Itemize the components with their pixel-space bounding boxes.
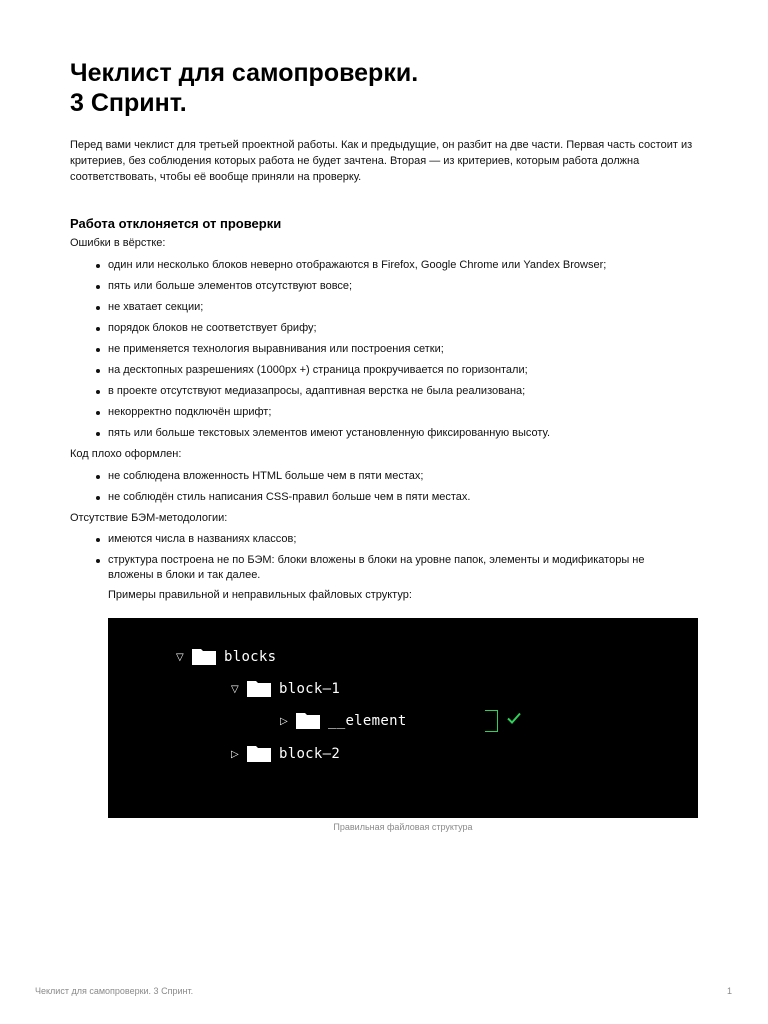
footer-doc-title: Чеклист для самопроверки. 3 Спринт. — [35, 986, 194, 996]
tree-item-label: block—2 — [279, 746, 341, 762]
expanded-triangle-icon: ▽ — [176, 651, 184, 663]
tree-row-blocks — [176, 647, 276, 667]
page-title: Чеклист для самопроверки. 3 Спринт. — [70, 59, 419, 117]
layout-errors-list — [70, 258, 690, 441]
tree-row-block-2 — [231, 744, 340, 764]
list-item: не применяется технология выравнивания или построения сетки; — [70, 342, 690, 357]
section-heading: Работа отклоняется от проверки — [70, 216, 282, 231]
list-item: не соблюдён стиль написания CSS-правил больше чем в пяти местах. — [70, 490, 690, 505]
list-item: один или несколько блоков неверно отображаются в Firefox, Google Chrome или Yandex Browser; — [70, 258, 690, 273]
list-item: на десктопных разрешениях (1000px +) страница прокручивается по горизонтали; — [70, 363, 690, 378]
list-item: не хватает секции; — [70, 300, 690, 315]
collapsed-triangle-icon: ▷ — [231, 748, 239, 760]
bem-list — [70, 532, 690, 583]
group-label-bem: Отсутствие БЭМ-методологии: — [70, 512, 228, 524]
list-item: пять или больше элементов отсутствуют вовсе; — [70, 279, 690, 294]
highlight-bracket — [485, 710, 498, 732]
list-item: структура построена не по БЭМ: блоки вложены в блоки на уровне папок, элементы и модификаторы не вложены в блоки и так далее. — [70, 553, 690, 583]
list-item: в проекте отсутствуют медиазапросы, адаптивная верстка не была реализована; — [70, 384, 690, 399]
list-item: имеются числа в названиях классов; — [70, 532, 690, 547]
list-item: порядок блоков не соответствует брифу; — [70, 321, 690, 336]
file-structure-figure — [108, 618, 698, 818]
expanded-triangle-icon: ▽ — [231, 683, 239, 695]
group-label-code-style: Код плохо оформлен: — [70, 448, 182, 460]
footer-page-number: 1 — [726, 986, 732, 996]
folder-icon — [192, 649, 216, 665]
list-item: не соблюдена вложенность HTML больше чем в пяти местах; — [70, 469, 690, 484]
code-style-list — [70, 469, 690, 505]
examples-label: Примеры правильной и неправильных файловых структур: — [108, 589, 412, 601]
intro-paragraph: Перед вами чеклист для третьей проектной работы. Как и предыдущие, он разбит на две части. Первая часть состоит из критериев, без соблюдения которых работа не будет зачтена. Вторая — из критериев, которым работа должна соответствовать, чтобы её вообще приняли на проверку. — [70, 139, 693, 183]
folder-icon — [296, 713, 320, 729]
list-item: пять или больше текстовых элементов имеют установленную фиксированную высоту. — [70, 426, 690, 441]
tree-item-label: __element — [328, 713, 407, 729]
tree-row-block-1 — [231, 679, 340, 699]
list-item: некорректно подключён шрифт; — [70, 405, 690, 420]
collapsed-triangle-icon: ▷ — [280, 715, 288, 727]
folder-icon — [247, 746, 271, 762]
tree-item-label: block—1 — [279, 681, 341, 697]
group-label-layout-errors: Ошибки в вёрстке: — [70, 237, 166, 249]
folder-icon — [247, 681, 271, 697]
figure-caption: Правильная файловая структура — [333, 822, 473, 832]
tree-row-element — [280, 711, 407, 731]
checkmark-icon — [506, 710, 522, 726]
tree-item-label: blocks — [224, 649, 277, 665]
